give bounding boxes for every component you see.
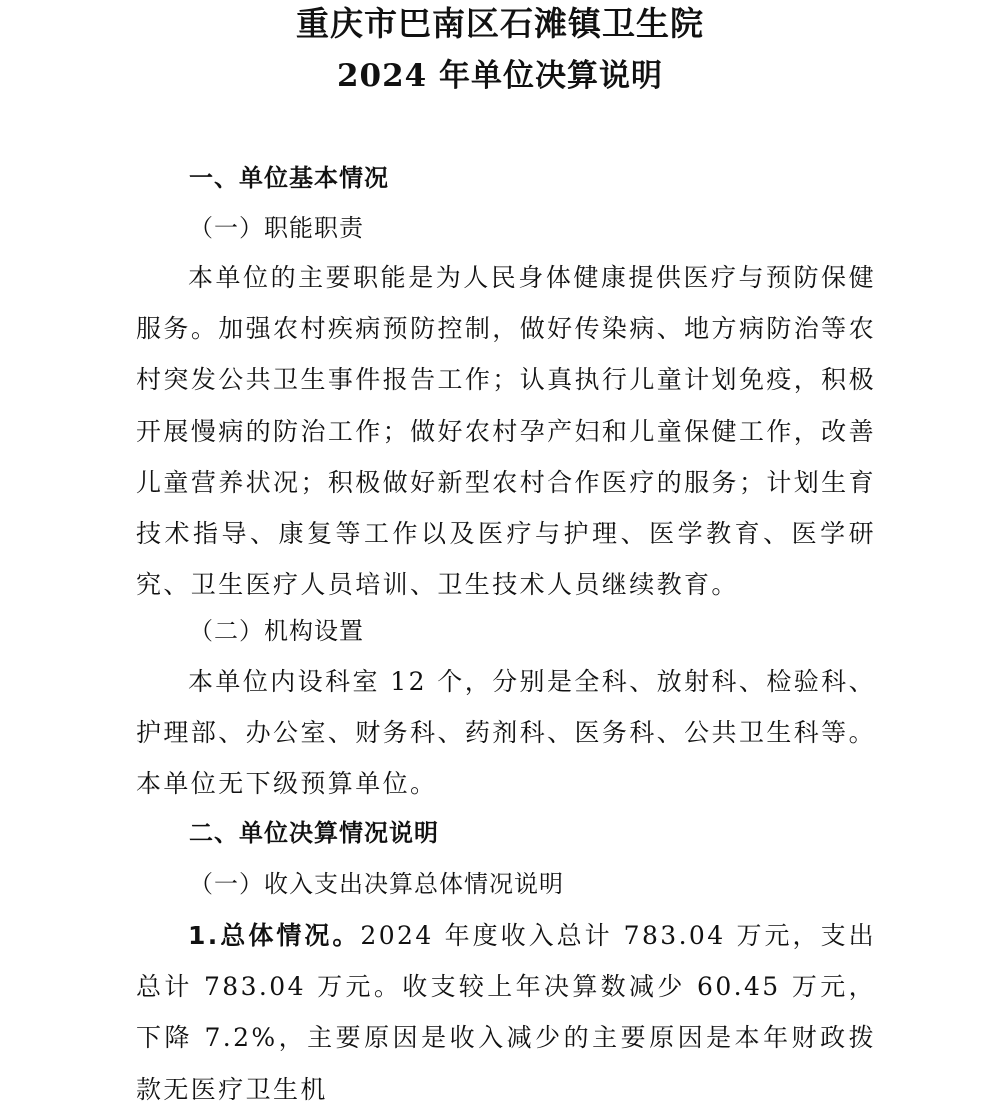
section1-sub2-heading: （二）机构设置 (189, 617, 364, 645)
section1-sub2-body: 本单位内设科室 12 个，分别是全科、放射科、检验科、护理部、办公室、财务科、药剂科、医务科、公共卫生科等。本单位无下级预算单位。 (136, 667, 876, 799)
section2-sub1-lead: 1.总体情况。 (188, 921, 361, 950)
section1-sub1-heading: （一）职能职责 (189, 214, 364, 242)
section1-heading: 一、单位基本情况 (189, 164, 389, 192)
section2-heading: 二、单位决算情况说明 (189, 819, 439, 847)
section2-sub1-paragraph (136, 910, 876, 1115)
section2-sub1-heading: （一）收入支出决算总体情况说明 (189, 870, 564, 898)
document-title-line1: 重庆市巴南区石滩镇卫生院 (296, 4, 704, 43)
section2-sub1-body: 2024 年度收入总计 783.04 万元，支出总计 783.04 万元。收支较上年决算数减少 60.45 万元，下降 7.2%，主要原因是收入减少的主要原因是本年财政拨款无医疗卫生机 (136, 921, 876, 1104)
section1-sub1-body: 本单位的主要职能是为人民身体健康提供医疗与预防保健服务。加强农村疾病预防控制，做好传染病、地方病防治等农村突发公共卫生事件报告工作；认真执行儿童计划免疫，积极开展慢病的防治工作；做好农村孕产妇和儿童保健工作，改善儿童营养状况；积极做好新型农村合作医疗的服务；计划生育技术指导、康复等工作以及医疗与护理、医学教育、医学研究、卫生医疗人员培训、卫生技术人员继续教育。 (136, 263, 876, 600)
document-title-line2: 2024 年单位决算说明 (336, 58, 664, 94)
